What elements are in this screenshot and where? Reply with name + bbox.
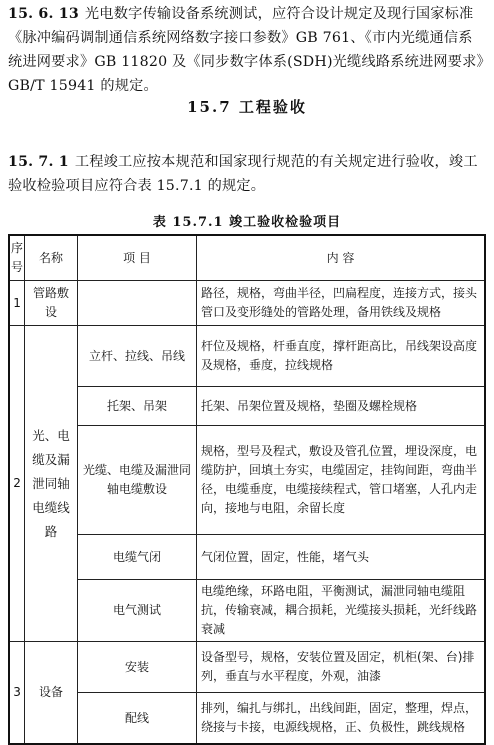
row-seq: 2	[9, 326, 25, 642]
row-item: 托架、吊架	[78, 387, 197, 426]
clause-15-7-1	[8, 150, 486, 198]
row-content: 电缆绝缘，环路电阻，平衡测试，漏泄同轴电缆阻抗，传输衰减，耦合损耗，光缆接头损耗，光纤线路衰减	[197, 580, 485, 642]
table-row	[9, 387, 485, 426]
row-item	[78, 281, 197, 326]
row-item: 配线	[78, 693, 197, 745]
table-row	[9, 693, 485, 745]
row-content: 杆位及规格，杆垂直度，撑杆距高比，吊线架设高度及规格，垂度，拉线规格	[197, 326, 485, 387]
header-content: 内 容	[197, 235, 485, 281]
table-row	[9, 426, 485, 535]
table-row	[9, 281, 485, 326]
row-item: 电缆气闭	[78, 535, 197, 580]
row-name: 设备	[25, 642, 78, 745]
clause-number: 15. 6. 13	[8, 6, 79, 22]
table-row	[9, 580, 485, 642]
section-title: 15.7 工程验收	[187, 98, 307, 116]
row-content: 规格，型号及程式，敷设及管孔位置，埋设深度，电缆防护，回填土夯实，电缆固定，挂钩间距，弯曲半径，电缆垂度，电缆接续程式，管口堵塞，人孔内走向，接地与电阻，余留长度	[197, 426, 485, 535]
table-row	[9, 535, 485, 580]
row-item: 电气测试	[78, 580, 197, 642]
row-name: 管路敷设	[25, 281, 78, 326]
row-content: 设备型号，规格，安装位置及固定，机柜(架、台)排列，垂直与水平程度，外观，油漆	[197, 642, 485, 693]
header-item: 项 目	[78, 235, 197, 281]
acceptance-table	[8, 234, 486, 745]
row-item: 光缆、电缆及漏泄同轴电缆敷设	[78, 426, 197, 535]
row-content: 路径，规格，弯曲半径，凹扁程度，连接方式，接头管口及变形缝处的管路处理，备用铁线及规格	[197, 281, 485, 326]
table-header-row	[9, 235, 485, 281]
row-content: 排列，编扎与绑扎，出线间距，固定，整理，焊点，绕接与卡接，电源线规格，正、负极性，跳线规格	[197, 693, 485, 745]
header-seq: 序号	[9, 235, 25, 281]
row-content: 气闭位置，固定，性能，堵气头	[197, 535, 485, 580]
table-row	[9, 642, 485, 693]
clause-number: 15. 7. 1	[8, 154, 69, 170]
row-content: 托架、吊架位置及规格，垫圈及螺栓规格	[197, 387, 485, 426]
table-caption: 表 15.7.1 竣工验收检验项目	[152, 215, 342, 230]
header-name: 名称	[25, 235, 78, 281]
row-item: 立杆、拉线、吊线	[78, 326, 197, 387]
clause-text: 工程竣工应按本规范和国家现行规范的有关规定进行验收，竣工验收检验项目应符合表 15.7.1 的规定。	[8, 154, 478, 194]
row-seq: 1	[9, 281, 25, 326]
table-row	[9, 326, 485, 387]
row-name: 光、电缆及漏泄同轴电缆线路	[25, 326, 78, 642]
row-item: 安装	[78, 642, 197, 693]
row-seq: 3	[9, 642, 25, 745]
clause-text: 光电数字传输设备系统测试，应符合设计规定及现行国家标准《脉冲编码调制通信系统网络数字接口参数》GB 761、《市内光缆通信系统进网要求》GB 11820 及《同步数字体系(SDH)光缆线路系统进网要求》GB/T 15941 的规定。	[8, 6, 484, 94]
clause-15-6-13	[8, 2, 486, 98]
